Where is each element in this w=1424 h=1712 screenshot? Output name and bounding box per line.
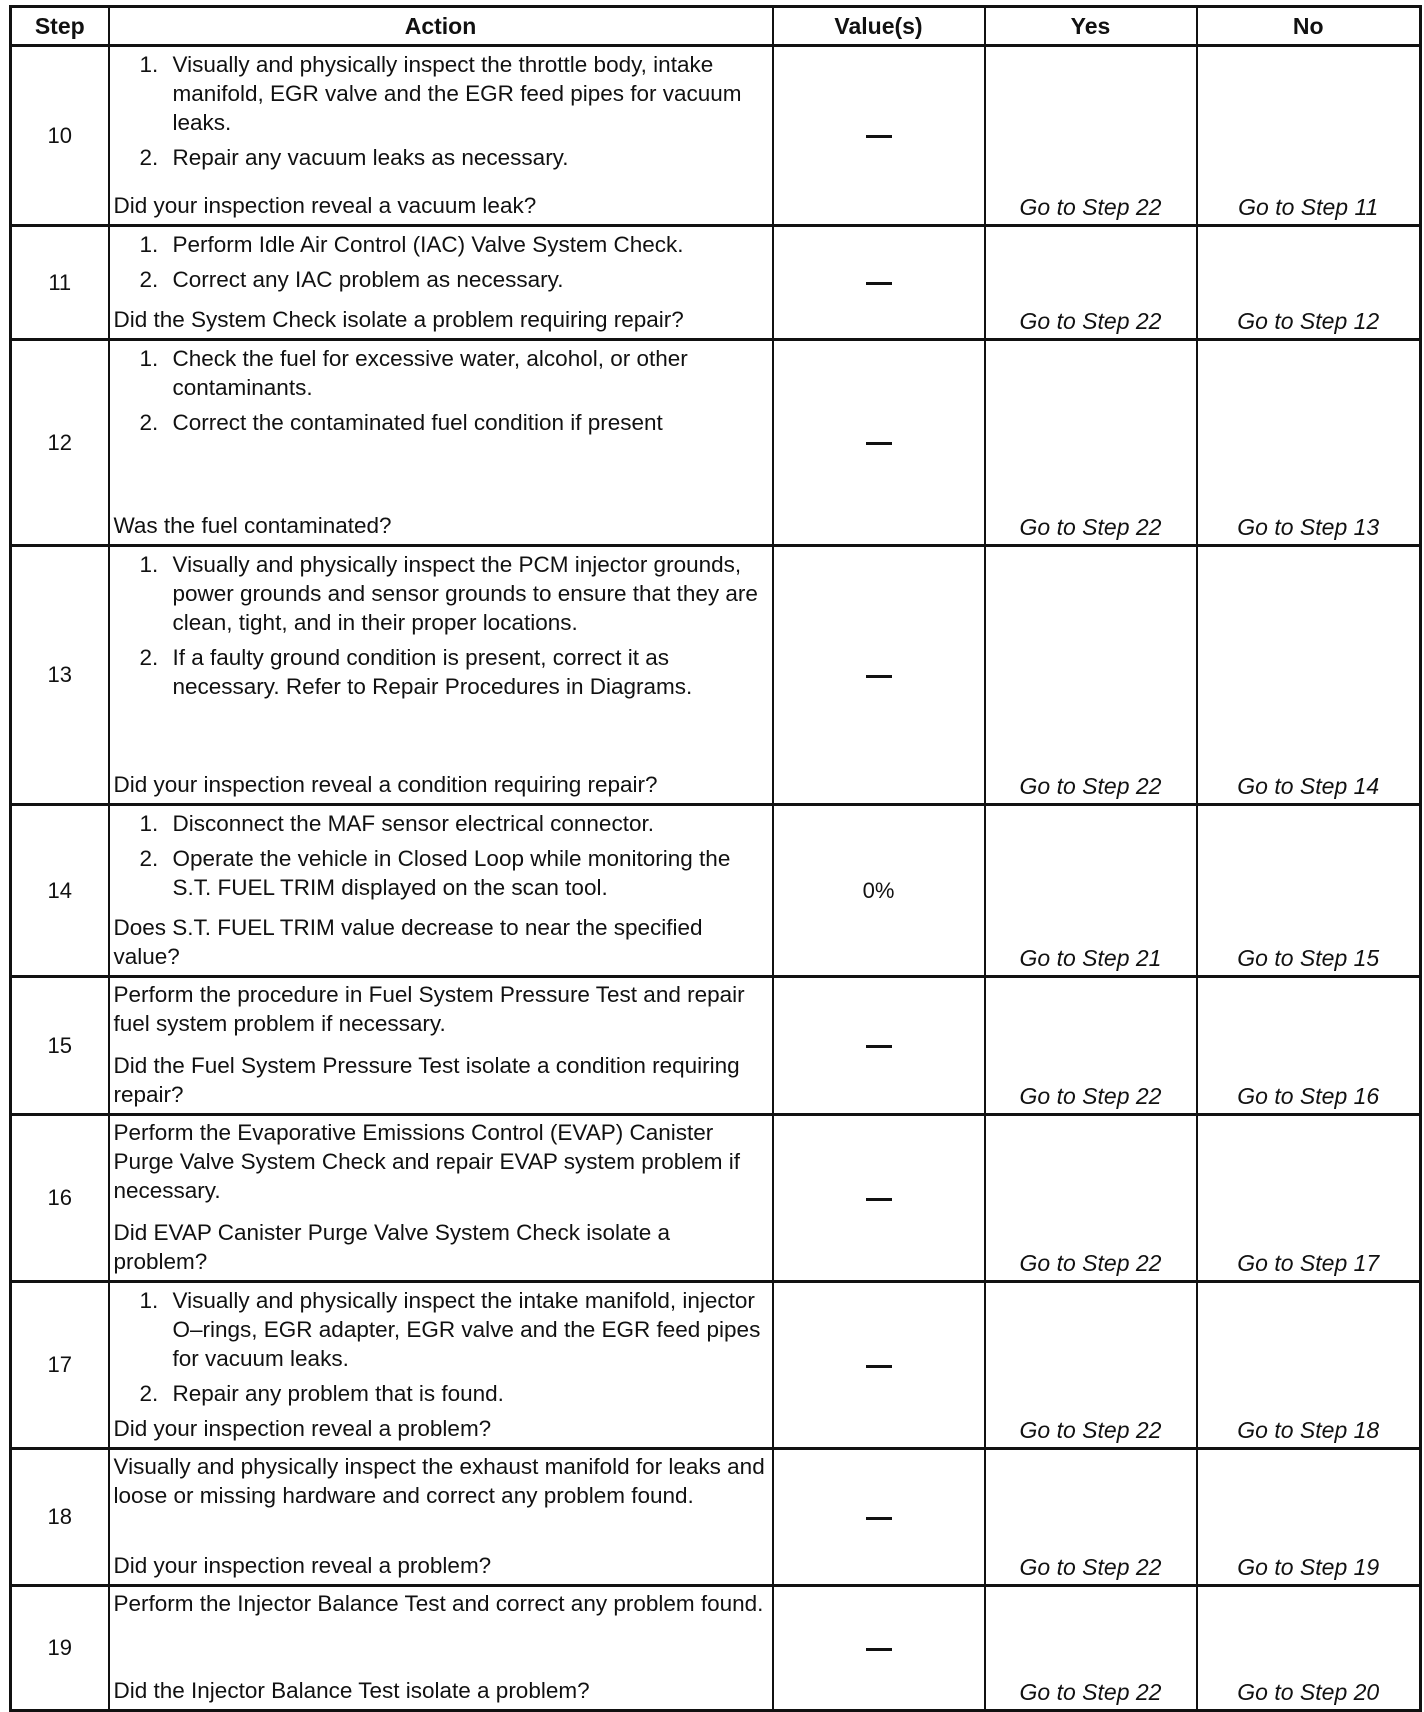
- action-step-text: Repair any vacuum leaks as necessary.: [172, 145, 569, 170]
- value-cell: [773, 1586, 985, 1711]
- action-instructions: [110, 1283, 772, 1411]
- action-question: Was the fuel contaminated?: [113, 513, 392, 538]
- no-value-dash: [866, 442, 892, 445]
- action-question: Does S.T. FUEL TRIM value decrease to near the specified value?: [113, 915, 703, 969]
- action-step-number: 1.: [139, 1288, 159, 1313]
- no-goto-link[interactable]: Go to Step 19: [1197, 1449, 1421, 1586]
- action-step-text: Disconnect the MAF sensor electrical connector.: [172, 811, 654, 836]
- action-step-text: Operate the vehicle in Closed Loop while monitoring the S.T. FUEL TRIM displayed on the scan tool.: [172, 846, 731, 900]
- no-goto-link[interactable]: Go to Step 16: [1197, 977, 1421, 1115]
- action-step-number: 2.: [139, 267, 159, 292]
- action-cell: [109, 1115, 773, 1282]
- table-row: [11, 340, 1421, 546]
- yes-goto-link[interactable]: Go to Step 22: [985, 340, 1197, 546]
- action-step-item: [110, 262, 772, 297]
- diagnostic-table-sheet: [9, 5, 1419, 1712]
- action-step-text: Check the fuel for excessive water, alcohol, or other contaminants.: [172, 346, 688, 400]
- action-step-text: Perform Idle Air Control (IAC) Valve System Check.: [172, 232, 684, 257]
- action-paragraph: Visually and physically inspect the exhaust manifold for leaks and loose or missing hardware and correct any problem found.: [113, 1454, 765, 1508]
- value-cell: [773, 340, 985, 546]
- no-goto-link[interactable]: Go to Step 20: [1197, 1586, 1421, 1711]
- yes-goto-link[interactable]: Go to Step 22: [985, 1449, 1197, 1586]
- no-goto-link[interactable]: Go to Step 11: [1197, 46, 1421, 226]
- action-step-number: 1.: [139, 552, 159, 577]
- yes-goto-link[interactable]: Go to Step 22: [985, 546, 1197, 805]
- action-content: [110, 1116, 772, 1280]
- action-question: Did EVAP Canister Purge Valve System Check isolate a problem?: [113, 1220, 671, 1274]
- action-content: [110, 1283, 772, 1447]
- table-header-row: [11, 7, 1421, 46]
- table-row: [11, 546, 1421, 805]
- action-content: [110, 978, 772, 1113]
- action-question: Did the System Check isolate a problem requiring repair?: [113, 307, 684, 332]
- step-number: 18: [11, 1449, 109, 1586]
- action-question: Did your inspection reveal a condition requiring repair?: [113, 772, 658, 797]
- action-paragraph: Perform the procedure in Fuel System Pressure Test and repair fuel system problem if necessary.: [113, 982, 745, 1036]
- value-cell: [773, 546, 985, 805]
- step-number: 17: [11, 1282, 109, 1449]
- action-step-number: 1.: [139, 232, 159, 257]
- action-instructions: [110, 806, 772, 905]
- yes-goto-link[interactable]: Go to Step 22: [985, 1282, 1197, 1449]
- action-step-text: Visually and physically inspect the PCM injector grounds, power grounds and sensor grounds to ensure that they are clean, tight, and in their proper locations.: [172, 552, 758, 635]
- action-step-item: [110, 227, 772, 262]
- step-number: 14: [11, 805, 109, 977]
- action-question: Did your inspection reveal a problem?: [113, 1416, 492, 1441]
- no-goto-link[interactable]: Go to Step 17: [1197, 1115, 1421, 1282]
- action-content: [110, 341, 772, 544]
- header-step: Step: [11, 7, 109, 46]
- no-value-dash: [866, 1198, 892, 1201]
- action-step-item: [110, 341, 772, 405]
- action-instructions: [110, 547, 772, 704]
- no-value-dash: [866, 135, 892, 138]
- table-row: [11, 805, 1421, 977]
- action-step-text: Correct the contaminated fuel condition if present: [172, 410, 663, 435]
- header-no: No: [1197, 7, 1421, 46]
- value-cell: [773, 977, 985, 1115]
- value-text: 0%: [862, 877, 895, 903]
- step-number: 15: [11, 977, 109, 1115]
- no-value-dash: [866, 1365, 892, 1368]
- action-step-text: If a faulty ground condition is present, correct it as necessary. Refer to Repair Procedures in Diagrams.: [172, 645, 693, 699]
- action-cell: [109, 546, 773, 805]
- step-number: 12: [11, 340, 109, 546]
- action-instructions: [110, 47, 772, 175]
- no-value-dash: [866, 1045, 892, 1048]
- table-row: [11, 1115, 1421, 1282]
- yes-goto-link[interactable]: Go to Step 22: [985, 977, 1197, 1115]
- action-question: Did your inspection reveal a problem?: [113, 1553, 492, 1578]
- no-goto-link[interactable]: Go to Step 13: [1197, 340, 1421, 546]
- header-values: Value(s): [773, 7, 985, 46]
- no-goto-link[interactable]: Go to Step 14: [1197, 546, 1421, 805]
- action-instructions: [110, 227, 772, 297]
- action-paragraph: Perform the Evaporative Emissions Control (EVAP) Canister Purge Valve System Check and repair EVAP system problem if necessary.: [113, 1120, 741, 1203]
- action-content: [110, 806, 772, 975]
- action-cell: [109, 977, 773, 1115]
- value-cell: [773, 226, 985, 340]
- action-instructions: [110, 1116, 772, 1207]
- step-number: 13: [11, 546, 109, 805]
- action-step-item: [110, 47, 772, 140]
- action-step-number: 1.: [139, 346, 159, 371]
- action-question: Did your inspection reveal a vacuum leak?: [113, 193, 537, 218]
- action-step-number: 1.: [139, 811, 159, 836]
- value-cell: [773, 1115, 985, 1282]
- step-number: 16: [11, 1115, 109, 1282]
- action-step-item: [110, 640, 772, 704]
- action-cell: [109, 46, 773, 226]
- action-cell: [109, 340, 773, 546]
- table-row: [11, 1282, 1421, 1449]
- step-number: 11: [11, 226, 109, 340]
- action-step-number: 2.: [139, 145, 159, 170]
- action-step-text: Visually and physically inspect the throttle body, intake manifold, EGR valve and the EGR feed pipes for vacuum leaks.: [172, 52, 742, 135]
- no-value-dash: [866, 1648, 892, 1651]
- value-cell: [773, 1449, 985, 1586]
- action-question: Did the Fuel System Pressure Test isolate a condition requiring repair?: [113, 1053, 740, 1107]
- step-number: 10: [11, 46, 109, 226]
- table-body: [11, 46, 1421, 1711]
- action-instructions: [110, 1587, 772, 1620]
- action-step-number: 2.: [139, 410, 159, 435]
- action-step-item: [110, 405, 772, 440]
- action-question: Did the Injector Balance Test isolate a problem?: [113, 1678, 590, 1703]
- step-number: 19: [11, 1586, 109, 1711]
- value-cell: [773, 1282, 985, 1449]
- no-goto-link[interactable]: Go to Step 18: [1197, 1282, 1421, 1449]
- action-step-number: 1.: [139, 52, 159, 77]
- value-cell: [773, 805, 985, 977]
- no-value-dash: [866, 282, 892, 285]
- action-step-item: [110, 547, 772, 640]
- action-step-item: [110, 140, 772, 175]
- no-value-dash: [866, 1517, 892, 1520]
- value-cell: [773, 46, 985, 226]
- action-cell: [109, 1282, 773, 1449]
- action-content: [110, 1450, 772, 1584]
- no-value-dash: [866, 675, 892, 678]
- action-step-number: 2.: [139, 645, 159, 670]
- action-step-item: [110, 1376, 772, 1411]
- no-goto-link[interactable]: Go to Step 12: [1197, 226, 1421, 340]
- yes-goto-link[interactable]: Go to Step 22: [985, 1586, 1197, 1711]
- action-step-text: Visually and physically inspect the intake manifold, injector O–rings, EGR adapter, EGR valve and the EGR feed pipes for vacuum leaks.: [172, 1288, 761, 1371]
- yes-goto-link[interactable]: Go to Step 22: [985, 226, 1197, 340]
- action-step-item: [110, 841, 772, 905]
- action-cell: [109, 1586, 773, 1711]
- action-step-number: 2.: [139, 846, 159, 871]
- action-content: [110, 47, 772, 224]
- header-action: Action: [109, 7, 773, 46]
- yes-goto-link[interactable]: Go to Step 22: [985, 46, 1197, 226]
- action-step-item: [110, 1283, 772, 1376]
- diagnostic-table: [9, 5, 1422, 1712]
- action-step-number: 2.: [139, 1381, 159, 1406]
- action-cell: [109, 1449, 773, 1586]
- action-content: [110, 227, 772, 338]
- header-yes: Yes: [985, 7, 1197, 46]
- action-instructions: [110, 341, 772, 440]
- action-step-text: Repair any problem that is found.: [172, 1381, 504, 1406]
- no-goto-link[interactable]: Go to Step 15: [1197, 805, 1421, 977]
- action-step-text: Correct any IAC problem as necessary.: [172, 267, 564, 292]
- yes-goto-link[interactable]: Go to Step 21: [985, 805, 1197, 977]
- table-row: [11, 1449, 1421, 1586]
- action-instructions: [110, 1450, 772, 1512]
- action-step-item: [110, 806, 772, 841]
- table-row: [11, 46, 1421, 226]
- action-cell: [109, 226, 773, 340]
- table-row: [11, 1586, 1421, 1711]
- action-cell: [109, 805, 773, 977]
- action-paragraph: Perform the Injector Balance Test and correct any problem found.: [113, 1591, 764, 1616]
- yes-goto-link[interactable]: Go to Step 22: [985, 1115, 1197, 1282]
- table-row: [11, 226, 1421, 340]
- action-content: [110, 547, 772, 803]
- action-content: [110, 1587, 772, 1709]
- table-row: [11, 977, 1421, 1115]
- action-instructions: [110, 978, 772, 1040]
